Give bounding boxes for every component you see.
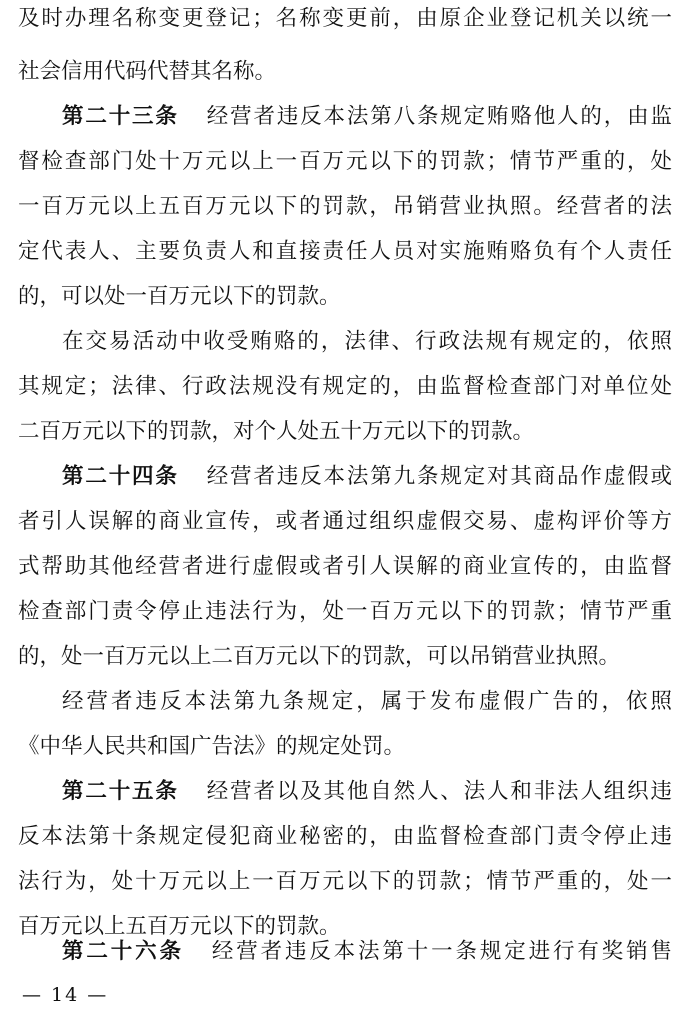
text-line: 检查部门责令停止违法行为，处一百万元以下的罚款；情节严重 xyxy=(18,599,672,624)
text-line: 督检查部门处十万元以上一百万元以下的罚款；情节严重的，处 xyxy=(18,149,672,174)
text-line: 的，可以处一百万元以下的罚款。 xyxy=(18,284,341,309)
text-line: 者引人误解的商业宣传，或者通过组织虚假交易、虚构评价等方 xyxy=(18,509,672,534)
text-line: 法行为，处十万元以上一百万元以下的罚款；情节严重的，处一 xyxy=(18,869,672,894)
text-line: 一百万元以上五百万元以下的罚款，吊销营业执照。经营者的法 xyxy=(18,194,672,219)
text-line: 其规定；法律、行政法规没有规定的，由监督检查部门对单位处 xyxy=(18,374,672,399)
article-heading: 第二十四条 xyxy=(62,464,179,489)
text-line: 定代表人、主要负责人和直接责任人员对实施贿赂负有个人责任 xyxy=(18,239,672,264)
text-line: 式帮助其他经营者进行虚假或者引人误解的商业宣传的，由监督 xyxy=(18,554,672,579)
paragraph-first-line: 在交易活动中收受贿赂的，法律、行政法规有规定的，依照 xyxy=(62,329,672,354)
article-25-first-line: 第二十五条 经营者以及其他自然人、法人和非法人组织违 xyxy=(62,779,672,804)
text-line: 《中华人民共和国广告法》的规定处罚。 xyxy=(18,734,406,759)
article-24-first-line: 第二十四条 经营者违反本法第九条规定对其商品作虚假或 xyxy=(62,464,672,489)
article-heading: 第二十六条 xyxy=(62,939,184,964)
text-line: 二百万元以下的罚款，对个人处五十万元以下的罚款。 xyxy=(18,419,535,444)
paragraph-first-line: 经营者违反本法第九条规定，属于发布虚假广告的，依照 xyxy=(62,689,672,714)
text-line: 反本法第十条规定侵犯商业秘密的，由监督检查部门责令停止违 xyxy=(18,824,672,849)
text-line: 百万元以上五百万元以下的罚款。 xyxy=(18,914,341,939)
text-line: 的，处一百万元以上二百万元以下的罚款，可以吊销营业执照。 xyxy=(18,644,621,669)
article-23-first-line: 第二十三条 经营者违反本法第八条规定贿赂他人的，由监 xyxy=(62,104,672,129)
article-heading: 第二十三条 xyxy=(62,104,179,129)
page-number: — 14 — xyxy=(22,984,109,1006)
text-line: 及时办理名称变更登记；名称变更前，由原企业登记机关以统一 xyxy=(18,6,672,31)
text-line: 社会信用代码代替其名称。 xyxy=(18,59,277,84)
article-heading: 第二十五条 xyxy=(62,779,179,804)
article-26-first-line: 第二十六条 经营者违反本法第十一条规定进行有奖销售 xyxy=(62,939,672,964)
